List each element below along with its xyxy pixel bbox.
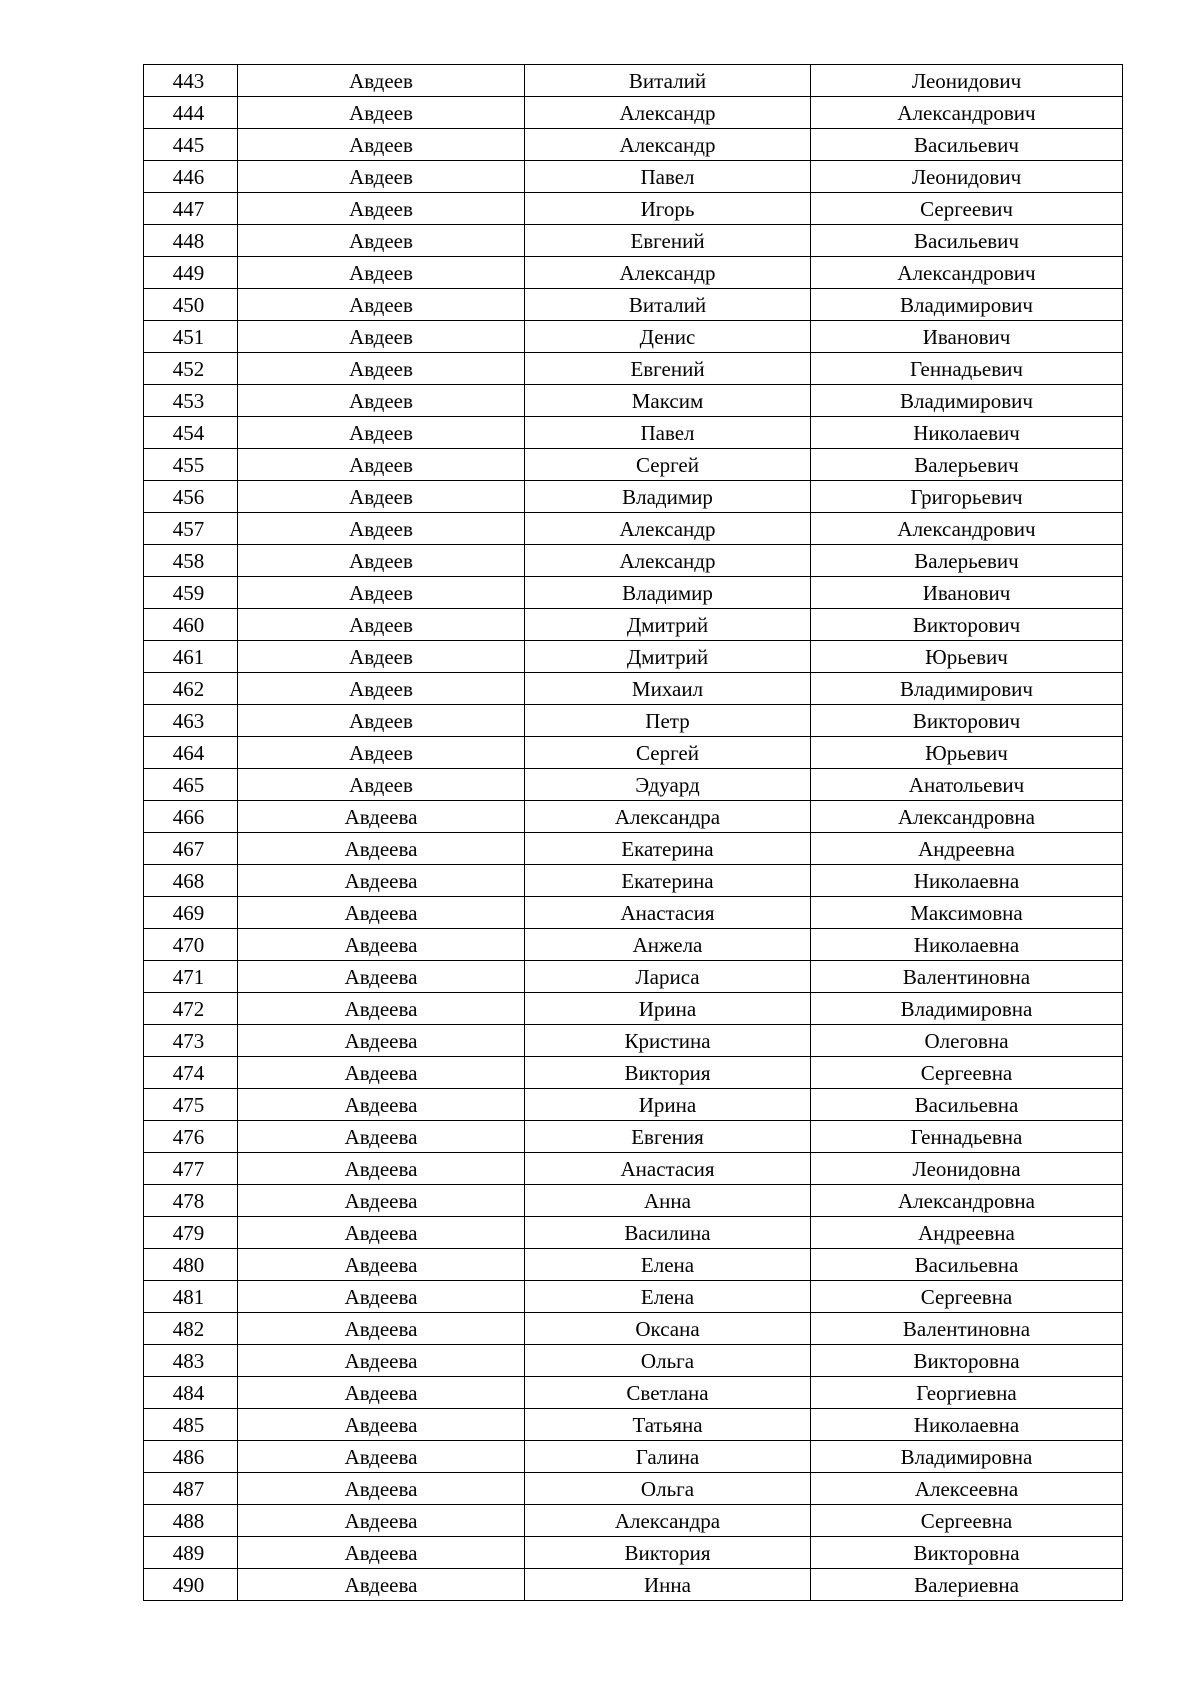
first-name-cell: Анастасия	[525, 897, 811, 929]
row-number-cell: 464	[144, 737, 238, 769]
row-number-cell: 470	[144, 929, 238, 961]
first-name-cell: Виктория	[525, 1537, 811, 1569]
row-number-cell: 447	[144, 193, 238, 225]
last-name-cell: Авдеев	[238, 737, 525, 769]
table-row	[144, 1537, 1123, 1569]
last-name-cell: Авдеева	[238, 929, 525, 961]
table-row	[144, 961, 1123, 993]
row-number-cell: 483	[144, 1345, 238, 1377]
first-name-cell: Галина	[525, 1441, 811, 1473]
first-name-cell: Евгений	[525, 353, 811, 385]
patronymic-cell: Викторович	[811, 609, 1123, 641]
last-name-cell: Авдеева	[238, 1217, 525, 1249]
table-row	[144, 1377, 1123, 1409]
patronymic-cell: Максимовна	[811, 897, 1123, 929]
first-name-cell: Анжела	[525, 929, 811, 961]
last-name-cell: Авдеев	[238, 769, 525, 801]
last-name-cell: Авдеева	[238, 1249, 525, 1281]
last-name-cell: Авдеева	[238, 1153, 525, 1185]
last-name-cell: Авдеева	[238, 1025, 525, 1057]
first-name-cell: Анастасия	[525, 1153, 811, 1185]
table-row	[144, 417, 1123, 449]
patronymic-cell: Григорьевич	[811, 481, 1123, 513]
row-number-cell: 473	[144, 1025, 238, 1057]
first-name-cell: Кристина	[525, 1025, 811, 1057]
patronymic-cell: Алексеевна	[811, 1473, 1123, 1505]
first-name-cell: Петр	[525, 705, 811, 737]
table-row	[144, 1473, 1123, 1505]
first-name-cell: Екатерина	[525, 833, 811, 865]
table-row	[144, 65, 1123, 97]
patronymic-cell: Владимирович	[811, 289, 1123, 321]
patronymic-cell: Валерьевич	[811, 449, 1123, 481]
first-name-cell: Евгения	[525, 1121, 811, 1153]
table-row	[144, 97, 1123, 129]
last-name-cell: Авдеева	[238, 961, 525, 993]
row-number-cell: 479	[144, 1217, 238, 1249]
patronymic-cell: Андреевна	[811, 833, 1123, 865]
last-name-cell: Авдеева	[238, 1409, 525, 1441]
last-name-cell: Авдеева	[238, 801, 525, 833]
first-name-cell: Виталий	[525, 289, 811, 321]
patronymic-cell: Викторовна	[811, 1345, 1123, 1377]
row-number-cell: 449	[144, 257, 238, 289]
name-list-body	[144, 65, 1123, 1601]
row-number-cell: 452	[144, 353, 238, 385]
last-name-cell: Авдеев	[238, 545, 525, 577]
table-row	[144, 1089, 1123, 1121]
row-number-cell: 451	[144, 321, 238, 353]
last-name-cell: Авдеева	[238, 1505, 525, 1537]
first-name-cell: Василина	[525, 1217, 811, 1249]
row-number-cell: 467	[144, 833, 238, 865]
table-row	[144, 385, 1123, 417]
row-number-cell: 443	[144, 65, 238, 97]
last-name-cell: Авдеева	[238, 1537, 525, 1569]
last-name-cell: Авдеева	[238, 1057, 525, 1089]
first-name-cell: Дмитрий	[525, 641, 811, 673]
patronymic-cell: Николаевич	[811, 417, 1123, 449]
patronymic-cell: Васильевич	[811, 225, 1123, 257]
table-row	[144, 1249, 1123, 1281]
row-number-cell: 469	[144, 897, 238, 929]
last-name-cell: Авдеев	[238, 385, 525, 417]
row-number-cell: 485	[144, 1409, 238, 1441]
table-row	[144, 1217, 1123, 1249]
last-name-cell: Авдеева	[238, 1345, 525, 1377]
first-name-cell: Инна	[525, 1569, 811, 1601]
first-name-cell: Максим	[525, 385, 811, 417]
table-row	[144, 673, 1123, 705]
first-name-cell: Владимир	[525, 577, 811, 609]
first-name-cell: Александр	[525, 513, 811, 545]
last-name-cell: Авдеев	[238, 481, 525, 513]
last-name-cell: Авдеева	[238, 1313, 525, 1345]
patronymic-cell: Юрьевич	[811, 641, 1123, 673]
first-name-cell: Александр	[525, 257, 811, 289]
table-row	[144, 801, 1123, 833]
table-row	[144, 481, 1123, 513]
row-number-cell: 459	[144, 577, 238, 609]
row-number-cell: 487	[144, 1473, 238, 1505]
row-number-cell: 481	[144, 1281, 238, 1313]
last-name-cell: Авдеева	[238, 1473, 525, 1505]
table-row	[144, 1025, 1123, 1057]
first-name-cell: Анна	[525, 1185, 811, 1217]
patronymic-cell: Валентиновна	[811, 1313, 1123, 1345]
row-number-cell: 488	[144, 1505, 238, 1537]
first-name-cell: Александр	[525, 97, 811, 129]
table-row	[144, 1409, 1123, 1441]
last-name-cell: Авдеев	[238, 641, 525, 673]
last-name-cell: Авдеева	[238, 1281, 525, 1313]
first-name-cell: Сергей	[525, 737, 811, 769]
patronymic-cell: Николаевна	[811, 865, 1123, 897]
table-row	[144, 833, 1123, 865]
table-row	[144, 545, 1123, 577]
last-name-cell: Авдеева	[238, 865, 525, 897]
row-number-cell: 445	[144, 129, 238, 161]
table-row	[144, 577, 1123, 609]
row-number-cell: 472	[144, 993, 238, 1025]
first-name-cell: Ирина	[525, 1089, 811, 1121]
table-row	[144, 737, 1123, 769]
patronymic-cell: Леонидович	[811, 161, 1123, 193]
row-number-cell: 484	[144, 1377, 238, 1409]
first-name-cell: Виктория	[525, 1057, 811, 1089]
first-name-cell: Михаил	[525, 673, 811, 705]
row-number-cell: 478	[144, 1185, 238, 1217]
row-number-cell: 490	[144, 1569, 238, 1601]
last-name-cell: Авдеева	[238, 1569, 525, 1601]
last-name-cell: Авдеева	[238, 897, 525, 929]
patronymic-cell: Викторовна	[811, 1537, 1123, 1569]
table-row	[144, 513, 1123, 545]
last-name-cell: Авдеев	[238, 705, 525, 737]
last-name-cell: Авдеева	[238, 1377, 525, 1409]
patronymic-cell: Александровна	[811, 1185, 1123, 1217]
row-number-cell: 480	[144, 1249, 238, 1281]
row-number-cell: 466	[144, 801, 238, 833]
first-name-cell: Ирина	[525, 993, 811, 1025]
table-row	[144, 193, 1123, 225]
last-name-cell: Авдеева	[238, 1121, 525, 1153]
last-name-cell: Авдеева	[238, 1441, 525, 1473]
first-name-cell: Сергей	[525, 449, 811, 481]
patronymic-cell: Иванович	[811, 577, 1123, 609]
first-name-cell: Дмитрий	[525, 609, 811, 641]
last-name-cell: Авдеева	[238, 1185, 525, 1217]
last-name-cell: Авдеев	[238, 449, 525, 481]
table-row	[144, 1057, 1123, 1089]
table-row	[144, 449, 1123, 481]
first-name-cell: Ольга	[525, 1473, 811, 1505]
row-number-cell: 465	[144, 769, 238, 801]
patronymic-cell: Андреевна	[811, 1217, 1123, 1249]
table-row	[144, 1441, 1123, 1473]
patronymic-cell: Сергеевич	[811, 193, 1123, 225]
patronymic-cell: Валентиновна	[811, 961, 1123, 993]
last-name-cell: Авдеев	[238, 353, 525, 385]
last-name-cell: Авдеев	[238, 577, 525, 609]
row-number-cell: 476	[144, 1121, 238, 1153]
row-number-cell: 475	[144, 1089, 238, 1121]
last-name-cell: Авдеев	[238, 129, 525, 161]
table-row	[144, 705, 1123, 737]
patronymic-cell: Васильевна	[811, 1089, 1123, 1121]
last-name-cell: Авдеев	[238, 193, 525, 225]
patronymic-cell: Геннадьевич	[811, 353, 1123, 385]
table-row	[144, 289, 1123, 321]
last-name-cell: Авдеев	[238, 513, 525, 545]
table-row	[144, 353, 1123, 385]
last-name-cell: Авдеев	[238, 673, 525, 705]
row-number-cell: 460	[144, 609, 238, 641]
table-row	[144, 1313, 1123, 1345]
row-number-cell: 474	[144, 1057, 238, 1089]
first-name-cell: Игорь	[525, 193, 811, 225]
last-name-cell: Авдеев	[238, 161, 525, 193]
patronymic-cell: Александрович	[811, 97, 1123, 129]
row-number-cell: 457	[144, 513, 238, 545]
patronymic-cell: Васильевна	[811, 1249, 1123, 1281]
last-name-cell: Авдеев	[238, 289, 525, 321]
table-row	[144, 161, 1123, 193]
last-name-cell: Авдеев	[238, 65, 525, 97]
last-name-cell: Авдеев	[238, 321, 525, 353]
name-list-table	[143, 64, 1123, 1601]
row-number-cell: 462	[144, 673, 238, 705]
table-row	[144, 1345, 1123, 1377]
row-number-cell: 486	[144, 1441, 238, 1473]
last-name-cell: Авдеев	[238, 97, 525, 129]
row-number-cell: 450	[144, 289, 238, 321]
row-number-cell: 444	[144, 97, 238, 129]
first-name-cell: Ольга	[525, 1345, 811, 1377]
first-name-cell: Виталий	[525, 65, 811, 97]
last-name-cell: Авдеев	[238, 225, 525, 257]
row-number-cell: 448	[144, 225, 238, 257]
first-name-cell: Светлана	[525, 1377, 811, 1409]
first-name-cell: Екатерина	[525, 865, 811, 897]
patronymic-cell: Николаевна	[811, 929, 1123, 961]
row-number-cell: 446	[144, 161, 238, 193]
patronymic-cell: Сергеевна	[811, 1281, 1123, 1313]
first-name-cell: Александра	[525, 801, 811, 833]
table-row	[144, 993, 1123, 1025]
patronymic-cell: Владимирович	[811, 385, 1123, 417]
first-name-cell: Татьяна	[525, 1409, 811, 1441]
patronymic-cell: Олеговна	[811, 1025, 1123, 1057]
row-number-cell: 453	[144, 385, 238, 417]
first-name-cell: Оксана	[525, 1313, 811, 1345]
row-number-cell: 461	[144, 641, 238, 673]
patronymic-cell: Александровна	[811, 801, 1123, 833]
patronymic-cell: Викторович	[811, 705, 1123, 737]
row-number-cell: 489	[144, 1537, 238, 1569]
table-row	[144, 321, 1123, 353]
table-row	[144, 929, 1123, 961]
patronymic-cell: Владимирович	[811, 673, 1123, 705]
first-name-cell: Павел	[525, 417, 811, 449]
table-row	[144, 1185, 1123, 1217]
table-row	[144, 609, 1123, 641]
patronymic-cell: Владимировна	[811, 993, 1123, 1025]
patronymic-cell: Николаевна	[811, 1409, 1123, 1441]
row-number-cell: 463	[144, 705, 238, 737]
first-name-cell: Александр	[525, 129, 811, 161]
patronymic-cell: Леонидовна	[811, 1153, 1123, 1185]
first-name-cell: Владимир	[525, 481, 811, 513]
patronymic-cell: Александрович	[811, 257, 1123, 289]
table-row	[144, 225, 1123, 257]
table-row	[144, 129, 1123, 161]
table-row	[144, 257, 1123, 289]
table-row	[144, 897, 1123, 929]
last-name-cell: Авдеев	[238, 609, 525, 641]
first-name-cell: Елена	[525, 1281, 811, 1313]
patronymic-cell: Геннадьевна	[811, 1121, 1123, 1153]
first-name-cell: Александра	[525, 1505, 811, 1537]
row-number-cell: 455	[144, 449, 238, 481]
patronymic-cell: Георгиевна	[811, 1377, 1123, 1409]
table-row	[144, 1505, 1123, 1537]
last-name-cell: Авдеева	[238, 1089, 525, 1121]
row-number-cell: 468	[144, 865, 238, 897]
first-name-cell: Евгений	[525, 225, 811, 257]
first-name-cell: Лариса	[525, 961, 811, 993]
row-number-cell: 458	[144, 545, 238, 577]
first-name-cell: Денис	[525, 321, 811, 353]
table-row	[144, 865, 1123, 897]
row-number-cell: 482	[144, 1313, 238, 1345]
patronymic-cell: Юрьевич	[811, 737, 1123, 769]
table-row	[144, 1569, 1123, 1601]
table-row	[144, 1121, 1123, 1153]
patronymic-cell: Владимировна	[811, 1441, 1123, 1473]
first-name-cell: Эдуард	[525, 769, 811, 801]
patronymic-cell: Анатольевич	[811, 769, 1123, 801]
patronymic-cell: Леонидович	[811, 65, 1123, 97]
row-number-cell: 456	[144, 481, 238, 513]
patronymic-cell: Валерьевич	[811, 545, 1123, 577]
last-name-cell: Авдеева	[238, 993, 525, 1025]
row-number-cell: 454	[144, 417, 238, 449]
patronymic-cell: Иванович	[811, 321, 1123, 353]
first-name-cell: Елена	[525, 1249, 811, 1281]
table-row	[144, 769, 1123, 801]
table-row	[144, 641, 1123, 673]
patronymic-cell: Васильевич	[811, 129, 1123, 161]
row-number-cell: 471	[144, 961, 238, 993]
first-name-cell: Александр	[525, 545, 811, 577]
patronymic-cell: Александрович	[811, 513, 1123, 545]
last-name-cell: Авдеев	[238, 257, 525, 289]
patronymic-cell: Сергеевна	[811, 1057, 1123, 1089]
last-name-cell: Авдеев	[238, 417, 525, 449]
last-name-cell: Авдеева	[238, 833, 525, 865]
first-name-cell: Павел	[525, 161, 811, 193]
patronymic-cell: Сергеевна	[811, 1505, 1123, 1537]
table-row	[144, 1281, 1123, 1313]
table-row	[144, 1153, 1123, 1185]
patronymic-cell: Валериевна	[811, 1569, 1123, 1601]
row-number-cell: 477	[144, 1153, 238, 1185]
